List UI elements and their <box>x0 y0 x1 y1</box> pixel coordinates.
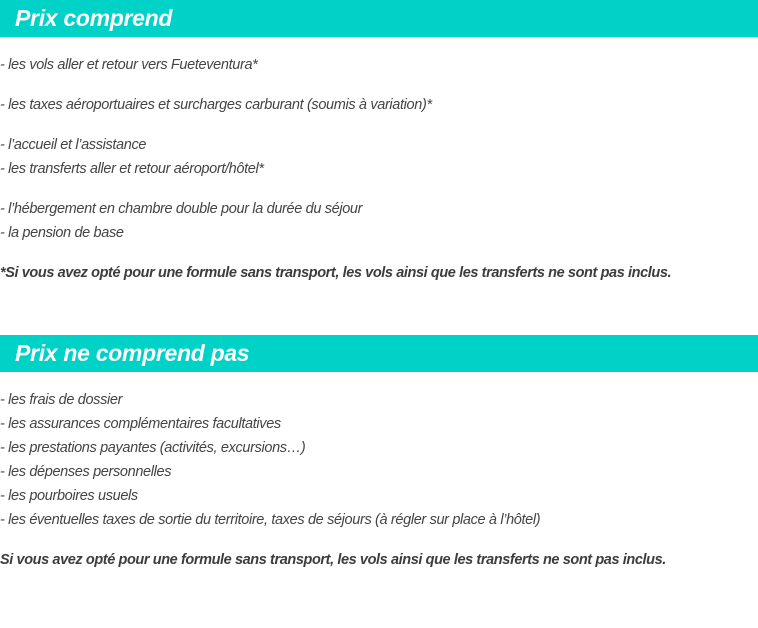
excluded-item-fees: - les frais de dossier <box>0 392 123 408</box>
excluded-note: Si vous avez opté pour une formule sans transport, les vols ainsi que les transferts ne sont pas inclus. <box>0 552 666 568</box>
included-item-flights: - les vols aller et retour vers Fueteventura* <box>0 57 258 73</box>
price-excluded-title: Prix ne comprend pas <box>0 335 758 372</box>
excluded-item-local-taxes: - les éventuelles taxes de sortie du territoire, taxes de séjours (à régler sur place à l’hôtel) <box>0 512 541 528</box>
included-note: *Si vous avez opté pour une formule sans transport, les vols ainsi que les transferts ne sont pas inclus. <box>0 265 672 281</box>
included-item-taxes: - les taxes aéroportuaires et surcharges carburant (soumis à variation)* <box>0 97 432 113</box>
included-item-transfers: - les transferts aller et retour aéroport/hôtel* <box>0 161 264 177</box>
excluded-item-personal-expenses: - les dépenses personnelles <box>0 464 172 480</box>
excluded-item-activities: - les prestations payantes (activités, excursions…) <box>0 440 306 456</box>
included-item-accommodation: - l’hébergement en chambre double pour la durée du séjour <box>0 201 363 217</box>
excluded-item-insurance: - les assurances complémentaires facultatives <box>0 416 281 432</box>
included-item-board: - la pension de base <box>0 225 124 241</box>
price-included-title: Prix comprend <box>0 0 758 37</box>
excluded-item-tips: - les pourboires usuels <box>0 488 138 504</box>
included-item-welcome: - l’accueil et l’assistance <box>0 137 147 153</box>
